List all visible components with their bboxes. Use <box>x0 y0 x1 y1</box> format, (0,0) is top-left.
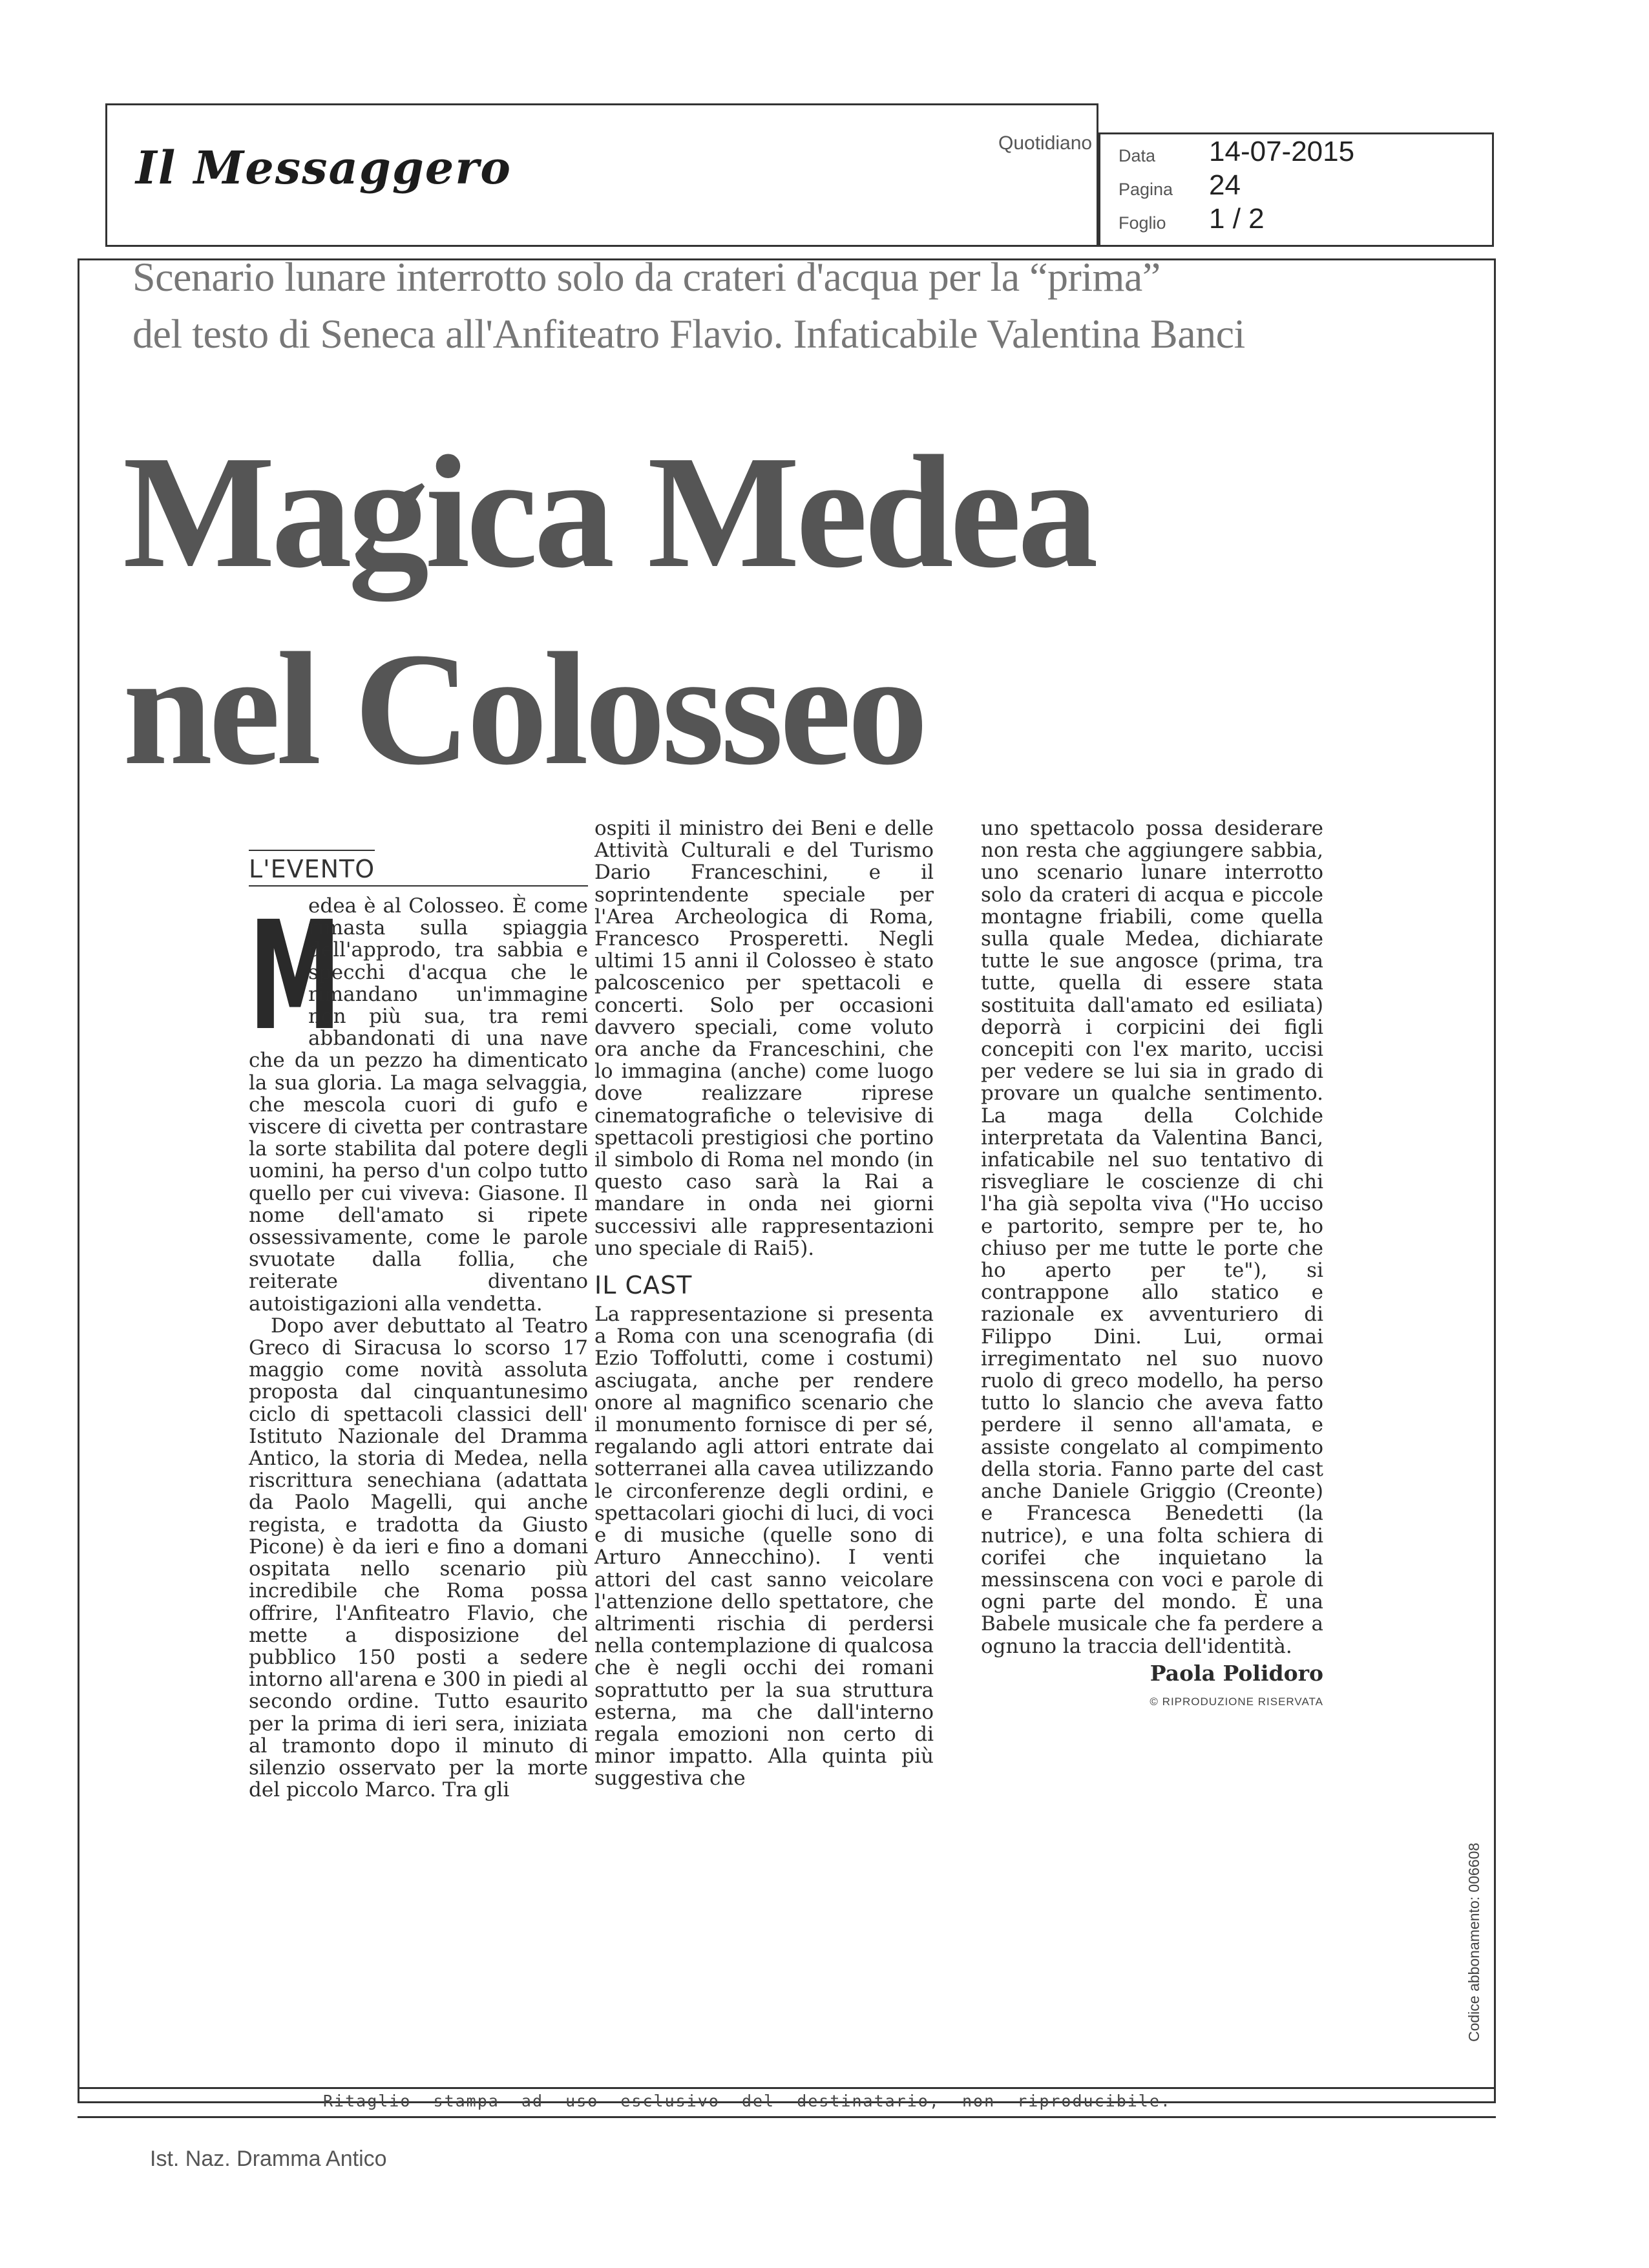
sheet-label: Foglio <box>1119 213 1166 233</box>
drop-cap-space <box>249 895 308 1049</box>
subscription-code: Codice abbonamento: 006608 <box>1465 1842 1482 2042</box>
overline-line-1: Scenario lunare interrotto solo da crateri d'acqua per la “prima” <box>132 254 1161 300</box>
overline-line-2: del testo di Seneca all'Anfiteatro Flavio. Infaticabile Valentina Banci <box>132 311 1245 357</box>
sheet-value: 1 / 2 <box>1209 203 1265 235</box>
date-value: 14-07-2015 <box>1209 136 1355 167</box>
paragraph: La rappresentazione si presenta a Roma con una scenografia (di Ezio Toffolutti, come i costumi) asciugata, anche per rendere onore al magnifico scenario che il monumento fornisce di per sé, regalando agli attori entrate dai sotterranei alla cavea utilizzando le circonferenze degli ordini, e spettacolari giochi di luci, di voci e di musiche (quelle sono di Arturo Annecchino). I venti attori del cast sanno veicolare l'attenzione dello spettatore, che altrimenti rischia di perdersi nella contemplazione di qualcosa che è negli occhi dei romani soprattutto per la sua struttura esterna, ma che dall'interno regala emozioni non certo di minor impatto. Alla quinta più suggestiva che <box>594 1303 934 1790</box>
paragraph: Dopo aver debuttato al Teatro Greco di Siracusa lo scorso 17 maggio come novità assoluta proposta dal cinquantunesimo ciclo di spettacoli classici dell' Istituto Nazionale del Dramma Antico, la storia di Medea, nella riscrittura senechiana (adattata da Paolo Magelli, qui anche regista, e tradotta da Giusto Picone) è da ieri e fino a domani ospitata nello scenario più incredibile che Roma possa offrire, l'Anfiteatro Flavio, che mette a disposizione del pubblico 150 posti a sedere intorno all'arena e 300 in piedi al secondo ordine. Tutto esaurito per la prima di ieri sera, iniziata al tramonto dopo il minuto di silenzio osservato per la morte del piccolo Marco. Tra gli <box>249 1314 588 1802</box>
article-column-2 <box>594 817 934 1790</box>
paragraph-text: edea è al Colosseo. È come rimasta sulla spiaggia dell'approdo, tra sabbia e specchi d'acqua che le rimandano un'immagine non più sua, tra remi abbandonati di una nave che da un pezzo ha dimenticato la sua gloria. La maga selvaggia, che mescola cuori di gufo e viscere di civetta per contrastare la sorte stabilita dal potere degli uomini, ha perso d'un colpo tutto quello per cui viveva: Giasone. Il nome dell'amato si ripete ossessivamente, come le parole svuotate dalla follia, che reiterate diventano autoistigazioni alla vendetta. <box>249 894 588 1316</box>
overline <box>132 249 1283 362</box>
page-label: Pagina <box>1119 180 1173 199</box>
frequency-label: Quotidiano <box>998 132 1093 154</box>
drop-cap: M <box>249 889 342 1064</box>
paragraph: uno spettacolo possa desiderare non resta che aggiungere sabbia, uno scenario lunare interrotto solo da crateri di acqua e piccole montagne friabili, come quella sulla quale Medea, dichiarate tutte le sue angosce (prima, tra tutte, quella di essere stata sostituita dall'amato ed esiliata) deporrà i corpicini dei figli concepiti con l'ex marito, uccisi per vedere se lui sia in grado di provare un qualche sentimento. La maga della Colchide interpretata da Valentina Banci, infaticabile nel suo tentativo di risvegliare le coscienze di chi l'ha già sepolta viva ("Ho ucciso e partorito, sempre per te, ho chiuso per me tutte le porte che ho aperto per te"), si contrappone allo statico e razionale ex avventuriero di Filippo Dini. Lui, ormai irregimentato nel suo nuovo ruolo di greco modello, ha perso tutto lo slancio che aveva fatto perdere il senno all'amata, e assiste congelato al compimento della storia. Fanno parte del cast anche Daniele Griggio (Creonte) e Francesca Benedetti (la nutrice), e una folta schiera di corifei che inquietano la messinscena con voci e parole di ogni parte del mondo. È una Babele musicale che fa perdere a ognuno la traccia dell'identità. <box>981 817 1323 1658</box>
paragraph <box>249 889 588 1316</box>
article-column-3 <box>981 817 1323 1713</box>
footer-rule <box>78 2116 1496 2118</box>
masthead-logo: Il Messaggero <box>136 141 512 194</box>
kicker-rule <box>249 885 588 887</box>
paragraph: ospiti il ministro dei Beni e delle Attività Culturali e del Turismo Dario Franceschini, e il soprintendente speciale per l'Area Archeologica di Roma, Francesco Prosperetti. Negli ultimi 15 anni il Colosseo è stato palcoscenico per spettacoli e concerti. Solo per occasioni davvero speciali, come voluto ora anche da Franceschini, che lo immagina (anche) come luogo dove realizzare riprese cinematografiche o televisive di spettacoli prestigiosi che portino il simbolo di Roma nel mondo (in questo caso sarà la Rai a mandare in onda nei giorni successivi alle rappresentazioni uno speciale di Rai5). <box>594 817 934 1260</box>
date-label: Data <box>1119 146 1156 165</box>
headline <box>123 414 1286 808</box>
institution-label: Ist. Naz. Dramma Antico <box>150 2147 387 2171</box>
section-kicker: L'EVENTO <box>249 850 375 883</box>
footer-rule <box>78 2087 1496 2089</box>
article-column-1 <box>249 889 588 1802</box>
headline-line-2: nel Colosseo <box>123 620 925 799</box>
clipping-note: Ritaglio stampa ad uso esclusivo del destinatario, non riproducibile. <box>323 2092 1171 2110</box>
section-heading: IL CAST <box>594 1271 693 1300</box>
meta-box <box>1098 132 1494 247</box>
rights-notice: © RIPRODUZIONE RISERVATA <box>1150 1695 1323 1708</box>
page-value: 24 <box>1209 169 1241 201</box>
headline-line-1: Magica Medea <box>123 423 1095 602</box>
byline: Paola Polidoro <box>1150 1660 1323 1686</box>
